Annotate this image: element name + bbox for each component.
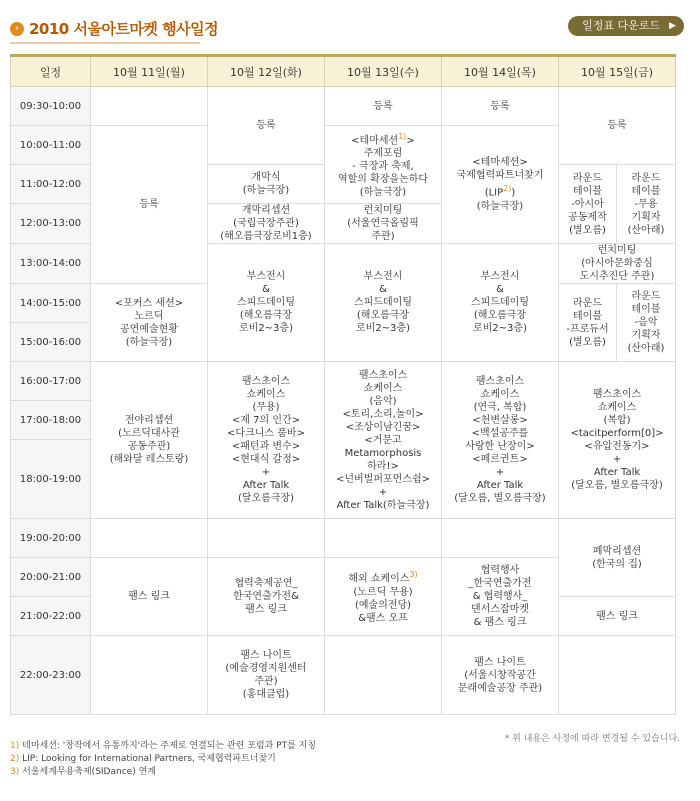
empty-cell bbox=[559, 636, 676, 715]
event-cell: 라운드 테이블 -무용 기획자 (산아래) bbox=[617, 165, 676, 244]
header-row bbox=[11, 56, 676, 87]
page-header bbox=[10, 16, 690, 46]
column-header-thu: 10월 14일(목) bbox=[442, 56, 559, 87]
event-cell: 부스전시 & 스피드데이팅 (해오름극장 로비2~3층) bbox=[442, 244, 559, 362]
event-cell: 등록 bbox=[559, 87, 676, 165]
page-title: 2010 서울아트마켓 행사일정 bbox=[29, 20, 219, 38]
time-cell: 13:00-14:00 bbox=[11, 244, 91, 284]
event-cell: 개막식 (하늘극장) bbox=[208, 165, 325, 204]
event-cell: 부스전시 & 스피드데이팅 (해오름극장 로비2~3층) bbox=[208, 244, 325, 362]
event-text: 해외 쇼케이스 bbox=[348, 573, 410, 585]
event-cell: 런치미팅 (아시아문화중심 도시추진단 주관) bbox=[559, 244, 676, 284]
event-cell: 팸스초이스 쇼케이스 (연극, 복합) <천변살롱> <백설공주를 사랑한 난장이> <페르귄트> + After Talk (달오름, 별오름극장) bbox=[442, 362, 559, 519]
empty-cell bbox=[325, 519, 442, 558]
time-cell: 18:00-19:00 bbox=[11, 440, 91, 519]
event-cell: 라운드 테이블 -음악 기획자 (산아래) bbox=[617, 284, 676, 362]
event-text: <테마세션> 국제협력파트너찾기 (LIP bbox=[456, 157, 544, 199]
change-notice: * 위 내용은 사정에 따라 변경될 수 있습니다. bbox=[504, 734, 680, 744]
footnote-item: 1) 테마세션: '창작에서 유통까지'라는 주제로 연결되는 관련 포럼과 PT를 지칭 bbox=[10, 741, 317, 751]
event-cell: 팸스 나이트 (예술경영지원센터 주관) (홍대클럽) bbox=[208, 636, 325, 715]
event-cell bbox=[442, 126, 559, 244]
event-cell: 팸스 링크 bbox=[91, 558, 208, 636]
column-header-mon: 10월 11일(월) bbox=[91, 56, 208, 87]
chevron-right-icon: › bbox=[10, 22, 24, 36]
event-cell: 협력행사 _한국연출가전 & 협력행사_ 댄서스잡마켓 & 팸스 링크 bbox=[442, 558, 559, 636]
column-header-wed: 10월 13일(수) bbox=[325, 56, 442, 87]
empty-cell bbox=[442, 519, 559, 558]
empty-cell bbox=[325, 636, 442, 715]
table-row bbox=[11, 362, 676, 401]
time-cell: 20:00-21:00 bbox=[11, 558, 91, 597]
footnote-marker: 3) bbox=[409, 570, 418, 580]
time-cell: 19:00-20:00 bbox=[11, 519, 91, 558]
footnote-marker: 1) bbox=[398, 131, 407, 141]
event-cell: 등록 bbox=[325, 87, 442, 126]
empty-cell bbox=[91, 87, 208, 126]
event-cell: <포커스 세션> 노르딕 공연예술현황 (하늘극장) bbox=[91, 284, 208, 362]
time-cell: 16:00-17:00 bbox=[11, 362, 91, 401]
event-text: <테마세션 bbox=[351, 135, 399, 147]
event-cell: 런치미팅 (서울연극올림픽 주관) bbox=[325, 204, 442, 244]
time-cell: 10:00-11:00 bbox=[11, 126, 91, 165]
time-cell: 22:00-23:00 bbox=[11, 636, 91, 715]
empty-cell bbox=[91, 519, 208, 558]
download-schedule-button[interactable] bbox=[568, 16, 684, 36]
event-cell: 전야리셉션 (노르딕대사관 공동주관) (해와달 레스토랑) bbox=[91, 362, 208, 519]
table-row bbox=[11, 519, 676, 558]
time-cell: 12:00-13:00 bbox=[11, 204, 91, 244]
event-cell: 라운드 테이블 -아시아 공동제작 (별오름) bbox=[559, 165, 617, 244]
event-cell: 팸스초이스 쇼케이스 (음악) <토리,소리,놀이> <조상이남긴꿈> <거문고 Metamorphosis 하라!> <넌버벌퍼포먼스쉼> + After Talk(하늘극장) bbox=[325, 362, 442, 519]
event-cell: 라운드 테이블 -프로듀서 (별오름) bbox=[559, 284, 617, 362]
event-text: > 주제포럼 - 극장과 축제, 역할의 확장을논하다 (하늘극장) bbox=[337, 135, 429, 199]
title-underline bbox=[10, 42, 200, 44]
schedule-table bbox=[10, 54, 676, 715]
event-text: (노르딕 무용) (예술의전당) &팸스 오프 bbox=[353, 586, 413, 624]
footnote-item: 3) 서울세계무용축제(SIDance) 연계 bbox=[10, 767, 156, 777]
event-cell: 팸스초이스 쇼케이스 (복합) <tacitperform[0]> <유압전동기> + After Talk (달오름, 별오름극장) bbox=[559, 362, 676, 519]
download-button-label: 일정표 다운로드 bbox=[582, 19, 660, 32]
table-row bbox=[11, 87, 676, 126]
empty-cell bbox=[91, 636, 208, 715]
event-cell: 등록 bbox=[442, 87, 559, 126]
event-cell: 폐막리셉션 (한국의 집) bbox=[559, 519, 676, 597]
event-cell: 부스전시 & 스피드데이팅 (해오름극장 로비2~3층) bbox=[325, 244, 442, 362]
title-wrap bbox=[10, 18, 218, 39]
footnote-item: 2) LIP: Looking for International Partners, 국제협력파트너찾기 bbox=[10, 754, 276, 764]
event-cell bbox=[325, 126, 442, 204]
event-cell: 등록 bbox=[91, 126, 208, 284]
event-cell: 개막리셉션 (국립극장주관) (해오름극장로비1층) bbox=[208, 204, 325, 244]
event-cell: 팸스초이스 쇼케이스 (무용) <제 7의 인간> <다크니스 품바> <패턴과 변수> <현대식 갈정> + After Talk (달오름극장) bbox=[208, 362, 325, 519]
event-cell: 팸스 나이트 (서울시창작공간 문래예술공장 주관) bbox=[442, 636, 559, 715]
event-text: ) (하늘극장) bbox=[476, 187, 524, 212]
column-header-fri: 10월 15일(금) bbox=[559, 56, 676, 87]
time-cell: 15:00-16:00 bbox=[11, 323, 91, 362]
table-row bbox=[11, 636, 676, 715]
footnote-marker: 2) bbox=[503, 184, 512, 194]
empty-cell bbox=[208, 519, 325, 558]
event-cell bbox=[325, 558, 442, 636]
time-cell: 14:00-15:00 bbox=[11, 284, 91, 323]
time-cell: 17:00-18:00 bbox=[11, 401, 91, 440]
column-header-tue: 10월 12일(화) bbox=[208, 56, 325, 87]
footnotes bbox=[10, 740, 316, 779]
time-cell: 21:00-22:00 bbox=[11, 597, 91, 636]
event-cell: 등록 bbox=[208, 87, 325, 165]
event-cell: 팸스 링크 bbox=[559, 597, 676, 636]
column-header-time: 일정 bbox=[11, 56, 91, 87]
time-cell: 09:30-10:00 bbox=[11, 87, 91, 126]
time-cell: 11:00-12:00 bbox=[11, 165, 91, 204]
arrow-right-icon: ▶ bbox=[669, 21, 676, 31]
event-cell: 협력축제공연_ 한국연출가전& 팸스 링크 bbox=[208, 558, 325, 636]
